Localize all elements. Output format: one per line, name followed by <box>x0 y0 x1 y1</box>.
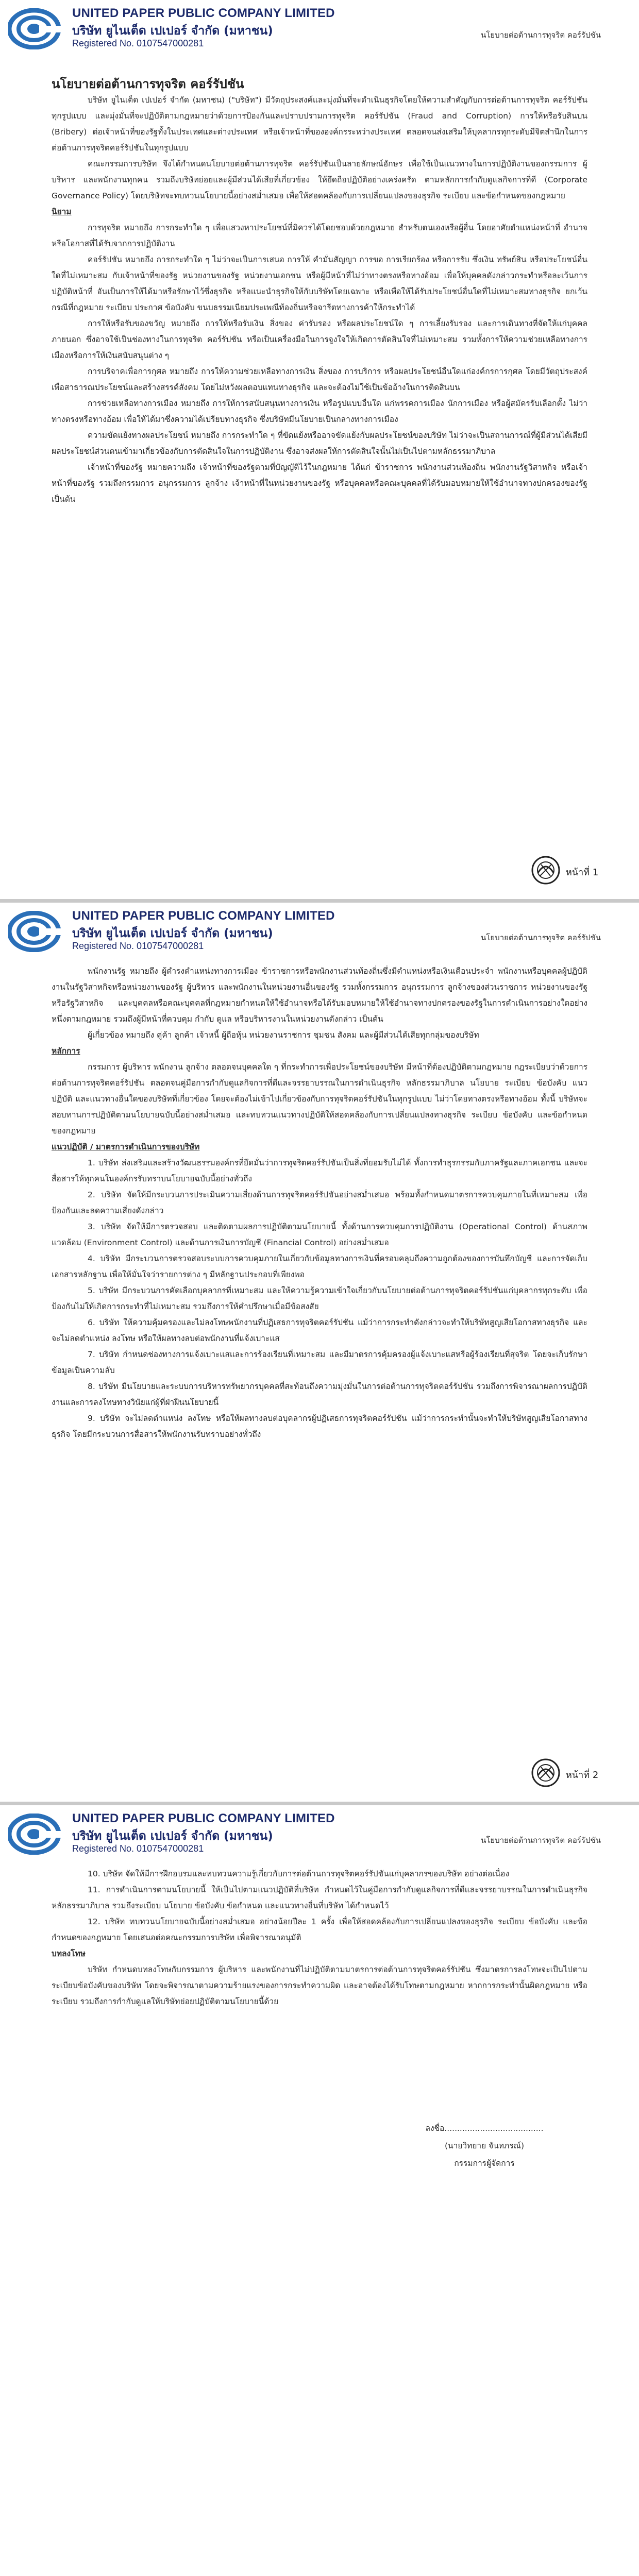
page-number-label: หน้าที่ 2 <box>566 1770 599 1781</box>
practice-item: 12. บริษัท ทบทวนนโยบายฉบับนี้อย่างสม่ำเสมอ อย่างน้อยปีละ 1 ครั้ง เพื่อให้สอดคล้องกับการเปลี่ยนแปลงของธุรกิจ ระเบียบ ข้อบังคับ และข้อกำหนดของกฎหมาย โดยเสนอต่อคณะกรรมการบริษัท เพื่อพิจารณาอนุมัติ <box>52 1917 587 1942</box>
page-1-body <box>52 76 587 507</box>
document-tag: นโยบายต่อต้านการทุจริต คอร์รัปชัน <box>481 30 601 40</box>
practice-item: 10. บริษัท จัดให้มีการฝึกอบรมและทบทวนความรู้เกี่ยวกับการต่อต้านการทุจริตคอร์รัปชันแก่บุคลากรของบริษัท อย่างต่อเนื่อง <box>88 1869 510 1878</box>
document-tag: นโยบายต่อต้านการทุจริต คอร์รัปชัน <box>481 1836 601 1845</box>
practices-heading: แนวปฏิบัติ / มาตรการดำเนินการของบริษัท <box>52 1142 200 1151</box>
definition-item: ผู้เกี่ยวข้อง หมายถึง คู่ค้า ลูกค้า เจ้าหนี้ ผู้ถือหุ้น หน่วยงานราชการ ชุมชน สังคม และผู้มีส่วนได้เสียทุกกลุ่มของบริษัท <box>88 1030 479 1040</box>
upp-logo-icon <box>8 8 69 49</box>
practice-item: 9. บริษัท จะไม่ลดตำแหน่ง ลงโทษ หรือให้ผลทางลบต่อบุคลากรผู้ปฏิเสธการทุจริตคอร์รัปชัน แม้ว่าการกระทำนั้นจะทำให้บริษัทสูญเสียโอกาสทางธุรกิจ โดยมีกระบวนการสื่อสารให้พนักงานรับทราบอย่างทั่วถึง <box>52 1414 587 1439</box>
definition-item: การให้หรือรับของขวัญ หมายถึง การให้หรือรับเงิน สิ่งของ ค่ารับรอง หรือผลประโยชน์ใด ๆ การเลี้ยงรับรอง และการเดินทางที่จัดให้แก่บุคคลภายนอก ซึ่งอาจใช้เป็นช่องทางในการทุจริต คอร์รัปชัน หรือเป็นเครื่องมือในการจูงใจให้เกิดการตัดสินใจที่ไม่เหมาะสม รวมทั้งการให้ความช่วยเหลือทางการเมืองหรือการให้เงินสนับสนุนต่าง ๆ <box>52 319 587 360</box>
letterhead <box>8 1809 627 1856</box>
company-name-en: UNITED PAPER PUBLIC COMPANY LIMITED <box>72 909 335 923</box>
practice-item: 8. บริษัท มีนโยบายและระบบการบริหารทรัพยากรบุคคลที่สะท้อนถึงความมุ่งมั่นในการต่อต้านการทุจริตคอร์รัปชัน รวมถึงการพิจารณาผลการปฏิบัติงานและการลงโทษทางวินัยแก่ผู้ที่ฝ่าฝืนนโยบายนี้ <box>52 1382 587 1407</box>
signer-name: (นายวิทยาย จันทภรณ์) <box>444 2141 524 2150</box>
definition-item: การบริจาคเพื่อการกุศล หมายถึง การให้ความช่วยเหลือทางการเงิน สิ่งของ การบริการ หรือผลประโยชน์อื่นใดแก่องค์กรการกุศล โดยมีวัตถุประสงค์เพื่อสาธารณประโยชน์และสร้างสรรค์สังคม โดยไม่หวังผลตอบแทนทางธุรกิจ และจะต้องไม่ใช้เป็นข้ออ้างในการติดสินบน <box>52 367 587 392</box>
company-name-th: บริษัท ยูไนเต็ด เปเปอร์ จำกัด (มหาชน) <box>72 1829 273 1843</box>
page-separator <box>0 1802 639 1805</box>
company-name-th: บริษัท ยูไนเต็ด เปเปอร์ จำกัด (มหาชน) <box>72 24 273 38</box>
page-separator <box>0 899 639 903</box>
signer-title: กรรมการผู้จัดการ <box>454 2159 515 2168</box>
company-name-en: UNITED PAPER PUBLIC COMPANY LIMITED <box>72 1811 335 1825</box>
page-2-body <box>52 963 587 1443</box>
signature-block <box>402 2120 567 2172</box>
document-page-3 <box>0 1805 639 2576</box>
company-seal-icon <box>531 855 561 885</box>
page-number-1 <box>531 855 613 886</box>
company-registration: Registered No. 0107547000281 <box>72 1843 204 1854</box>
penalty-paragraph: บริษัท กำหนดบทลงโทษกับกรรมการ ผู้บริหาร และพนักงานที่ไม่ปฏิบัติตามมาตรการต่อต้านการทุจริตคอร์รัปชัน ซึ่งมาตรการลงโทษจะเป็นไปตามระเบียบข้อบังคับของบริษัท โดยจะพิจารณาตามความร้ายแรงของการกระทำความผิด และอาจต้องได้รับโทษตามกฎหมาย หากการกระทำนั้นผิดกฎหมาย หรือระเบียบ รวมถึงการกำกับดูแลให้บริษัทย่อยปฏิบัติตามนโยบายนี้ด้วย <box>52 1965 587 2006</box>
practice-item: 6. บริษัท ให้ความคุ้มครองและไม่ลงโทษพนักงานที่ปฏิเสธการทุจริตคอร์รัปชัน แม้ว่าการกระทำดังกล่าวจะทำให้บริษัทสูญเสียโอกาสทางธุรกิจ และจะไม่ลดตำแหน่ง ลงโทษ หรือให้ผลทางลบต่อพนักงานที่แจ้งเบาะแส <box>52 1318 587 1343</box>
definition-item: การทุจริต หมายถึง การกระทำใด ๆ เพื่อแสวงหาประโยชน์ที่มิควรได้โดยชอบด้วยกฎหมาย สำหรับตนเองหรือผู้อื่น โดยอาศัยตำแหน่งหน้าที่ อำนาจ หรือโอกาสที่ได้รับจากการปฏิบัติงาน <box>52 223 587 248</box>
company-seal-icon <box>531 1758 561 1788</box>
penalty-heading: บทลงโทษ <box>52 1949 86 1958</box>
company-registration: Registered No. 0107547000281 <box>72 941 204 951</box>
practice-item: 11. การดำเนินการตามนโยบายนี้ ให้เป็นไปตามแนวปฏิบัติที่บริษัท กำหนดไว้ในคู่มือการกำกับดูแลกิจการที่ดีและจรรยาบรรณในการดำเนินธุรกิจ หลักธรรมาภิบาล รวมถึงระเบียบ นโยบาย ข้อบังคับ ข้อกำหนด และแนวทางอื่นที่บริษัท ได้กำหนดไว้ <box>52 1885 587 1910</box>
principles-paragraph: กรรมการ ผู้บริหาร พนักงาน ลูกจ้าง ตลอดจนบุคคลใด ๆ ที่กระทำการเพื่อประโยชน์ของบริษัท มีหน้าที่ต้องปฏิบัติตามกฎหมาย กฎระเบียบว่าด้วยการต่อต้านการทุจริตคอร์รัปชัน ตลอดจนคู่มือการกำกับดูแลกิจการที่ดีและจรรยาบรรณในการดำเนินธุรกิจ หลักธรรมาภิบาล นโยบาย ระเบียบ ข้อบังคับ แนวปฏิบัติ และแนวทางอื่นใดของบริษัทที่เกี่ยวข้อง โดยจะต้องไม่เข้าไปเกี่ยวข้องกับการทุจริตคอร์รัปชันในทุกรูปแบบ ไม่ว่าโดยทางตรงหรือทางอ้อม ทั้งนี้ บริษัทจะสอบทานการปฏิบัติตามนโยบายฉบับนี้อย่างสม่ำเสมอ และทบทวนแนวทางปฏิบัติให้สอดคล้องกับการเปลี่ยนแปลงทางธุรกิจ ระเบียบ ข้อบังคับ และข้อกำหนดของกฎหมาย <box>52 1062 587 1136</box>
document-page-1 <box>0 0 639 899</box>
page-number-label: หน้าที่ 1 <box>566 867 599 878</box>
definition-item: การช่วยเหลือทางการเมือง หมายถึง การให้การสนับสนุนทางการเงิน หรือรูปแบบอื่นใด แก่พรรคการเมือง นักการเมือง หรือผู้สมัครรับเลือกตั้ง ไม่ว่าทางตรงหรือทางอ้อม เพื่อให้ได้มาซึ่งความได้เปรียบทางธุรกิจ ซึ่งบริษัทมีนโยบายเป็นกลางทางการเมือง <box>52 399 587 424</box>
document-title: นโยบายต่อต้านการทุจริต คอร์รัปชัน <box>52 77 244 91</box>
upp-logo-icon <box>8 911 69 952</box>
company-name-en: UNITED PAPER PUBLIC COMPANY LIMITED <box>72 6 335 20</box>
letterhead <box>8 4 627 50</box>
definition-item: ความขัดแย้งทางผลประโยชน์ หมายถึง การกระทำใด ๆ ที่ขัดแย้งหรืออาจขัดแย้งกับผลประโยชน์ของบริษัท ไม่ว่าจะเป็นสถานการณ์ที่ผู้มีส่วนได้เสียมีผลประโยชน์ส่วนตนเข้ามาเกี่ยวข้องกับการตัดสินใจในการปฏิบัติงาน ซึ่งอาจส่งผลให้การตัดสินใจนั้นไม่เป็นไปตามหลักธรรมาภิบาล <box>52 431 587 456</box>
practice-item: 1. บริษัท ส่งเสริมและสร้างวัฒนธรรมองค์กรที่ยึดมั่นว่าการทุจริตคอร์รัปชันเป็นสิ่งที่ยอมรับไม่ได้ ทั้งการทำธุรกรรมกับภาครัฐและภาคเอกชน และจะสื่อสารให้ทุกคนในองค์กรรับทราบนโยบายฉบับนี้อย่างทั่วถึง <box>52 1158 587 1183</box>
definition-continued: พนักงานรัฐ หมายถึง ผู้ดำรงตำแหน่งทางการเมือง ข้าราชการหรือพนักงานส่วนท้องถิ่นซึ่งมีตำแหน่งหรือเงินเดือนประจำ พนักงานหรือบุคคลผู้ปฏิบัติงานในรัฐวิสาหกิจหรือหน่วยงานของรัฐ ผู้บริหาร และพนักงานในหน่วยงานอื่นของรัฐ รวมทั้งกรรมการ อนุกรรมการ ลูกจ้างของส่วนราชการ หน่วยงานของรัฐ หรือรัฐวิสาหกิจ และบุคคลหรือคณะบุคคลที่กฎหมายกำหนดให้ใช้อำนาจหรือได้รับมอบหมายให้ใช้อำนาจทางปกครองของรัฐในการดำเนินการอย่างใดอย่างหนึ่งตามกฎหมาย รวมถึงผู้มีหน้าที่ควบคุม กำกับ ดูแล หรือบริหารงานในหน่วยงานดังกล่าว เป็นต้น <box>52 967 587 1024</box>
practice-item: 2. บริษัท จัดให้มีกระบวนการประเมินความเสี่ยงด้านการทุจริตคอร์รัปชันอย่างสม่ำเสมอ พร้อมทั้งกำหนดมาตรการควบคุมภายในที่เหมาะสม เพื่อป้องกันและลดความเสี่ยงดังกล่าว <box>52 1190 587 1215</box>
document-page-2 <box>0 903 639 1802</box>
definition-item: เจ้าหน้าที่ของรัฐ หมายความถึง เจ้าหน้าที่ของรัฐตามที่บัญญัติไว้ในกฎหมาย ได้แก่ ข้าราชการ พนักงานส่วนท้องถิ่น พนักงานรัฐวิสาหกิจ หรือเจ้าหน้าที่ของรัฐ รวมถึงกรรมการ อนุกรรมการ ลูกจ้าง เจ้าหน้าที่ในหน่วยงานของรัฐ หรือบุคคลหรือคณะบุคคลที่ได้รับมอบหมายให้ใช้อำนาจทางปกครองของรัฐ เป็นต้น <box>52 463 587 504</box>
practice-item: 3. บริษัท จัดให้มีการตรวจสอบ และติดตามผลการปฏิบัติตามนโยบายนี้ ทั้งด้านการควบคุมการปฏิบัติงาน (Operational Control) ด้านสภาพแวดล้อม (Environment Control) และด้านการเงินการบัญชี (Financial Control) อย่างสม่ำเสมอ <box>52 1222 587 1247</box>
principles-heading: หลักการ <box>52 1046 80 1056</box>
signature-line: ลงชื่อ....................................... <box>425 2124 544 2133</box>
practice-item: 4. บริษัท มีกระบวนการตรวจสอบระบบการควบคุมภายในเกี่ยวกับข้อมูลทางการเงินที่ครอบคลุมถึงความถูกต้องของการบันทึกบัญชี และการจัดเก็บเอกสารหลักฐาน เพื่อให้มั่นใจว่ารายการต่าง ๆ มีหลักฐานประกอบที่เพียงพอ <box>52 1254 587 1279</box>
document-tag: นโยบายต่อต้านการทุจริต คอร์รัปชัน <box>481 933 601 942</box>
company-name-th: บริษัท ยูไนเต็ด เปเปอร์ จำกัด (มหาชน) <box>72 927 273 940</box>
letterhead <box>8 907 627 953</box>
company-registration: Registered No. 0107547000281 <box>72 38 204 48</box>
practice-item: 5. บริษัท มีกระบวนการคัดเลือกบุคลากรที่เหมาะสม และให้ความรู้ความเข้าใจเกี่ยวกับนโยบายต่อต้านการทุจริตคอร์รัปชันแก่บุคลากรทุกระดับ เพื่อป้องกันไม่ให้เกิดการกระทำที่ไม่เหมาะสม รวมถึงการให้คำปรึกษาเมื่อมีข้อสงสัย <box>52 1286 587 1311</box>
intro-paragraph-2: คณะกรรมการบริษัท จึงได้กำหนดนโยบายต่อต้านการทุจริต คอร์รัปชันเป็นลายลักษณ์อักษร เพื่อใช้เป็นแนวทางในการปฏิบัติงานของกรรมการ ผู้บริหาร และพนักงานทุกคน รวมถึงบริษัทย่อยและผู้มีส่วนได้เสียที่เกี่ยวข้อง ให้ยึดถือปฏิบัติอย่างเคร่งครัด ตามหลักการกำกับดูแลกิจการที่ดี (Corporate Governance Policy) โดยบริษัทจะทบทวนนโยบายนี้อย่างสม่ำเสมอ เพื่อให้สอดคล้องกับการเปลี่ยนแปลงของธุรกิจ ระเบียบ และข้อกำหนดของกฎหมาย <box>52 159 587 200</box>
definition-item: คอร์รัปชัน หมายถึง การกระทำใด ๆ ไม่ว่าจะเป็นการเสนอ การให้ คำมั่นสัญญา การขอ การเรียกร้อง หรือการรับ ซึ่งเงิน ทรัพย์สิน หรือประโยชน์อื่นใดที่ไม่เหมาะสม กับเจ้าหน้าที่ของรัฐ หน่วยงานของรัฐ หน่วยงานเอกชน หรือผู้มีหน้าที่ไม่ว่าทางตรงหรือทางอ้อม เพื่อให้บุคคลดังกล่าวกระทำหรือละเว้นการปฏิบัติหน้าที่ อันเป็นการให้ได้มาหรือรักษาไว้ซึ่งธุรกิจ หรือแนะนำธุรกิจให้กับบริษัทโดยเฉพาะ หรือเพื่อให้ได้รับประโยชน์อื่นใดที่ไม่เหมาะสมทางธุรกิจ ยกเว้นกรณีที่กฎหมาย ระเบียบ ประกาศ ข้อบังคับ ขนบธรรมเนียมประเพณีท้องถิ่นหรือจารีตทางการค้าให้กระทำได้ <box>52 255 587 312</box>
page-number-2 <box>531 1758 613 1789</box>
page-3-body <box>52 1866 587 2010</box>
practice-item: 7. บริษัท กำหนดช่องทางการแจ้งเบาะแสและการร้องเรียนที่เหมาะสม และมีมาตรการคุ้มครองผู้แจ้งเบาะแสหรือผู้ร้องเรียนที่สุจริต โดยจะเก็บรักษาข้อมูลเป็นความลับ <box>52 1350 587 1375</box>
upp-logo-icon <box>8 1814 69 1855</box>
definitions-heading: นิยาม <box>52 207 72 216</box>
intro-paragraph: บริษัท ยูไนเต็ด เปเปอร์ จำกัด (มหาชน) ("บริษัท") มีวัตถุประสงค์และมุ่งมั่นที่จะดำเนินธุรกิจโดยให้ความสำคัญกับการต่อต้านการทุจริต คอร์รัปชันทุกรูปแบบ และมุ่งมั่นที่จะปฏิบัติตามกฎหมายว่าด้วยการป้องกันและปราบปรามการทุจริต คอร์รัปชัน (Fraud and Corruption) การให้หรือรับสินบน (Bribery) ต่อเจ้าหน้าที่ของรัฐทั้งในประเทศและต่างประเทศ หรือเจ้าหน้าที่ขององค์กรระหว่างประเทศ ตลอดจนส่งเสริมให้บุคลากรทุกระดับมีจิตสำนึกในการต่อต้านการทุจริตคอร์รัปชันในทุกรูปแบบ <box>52 95 587 152</box>
